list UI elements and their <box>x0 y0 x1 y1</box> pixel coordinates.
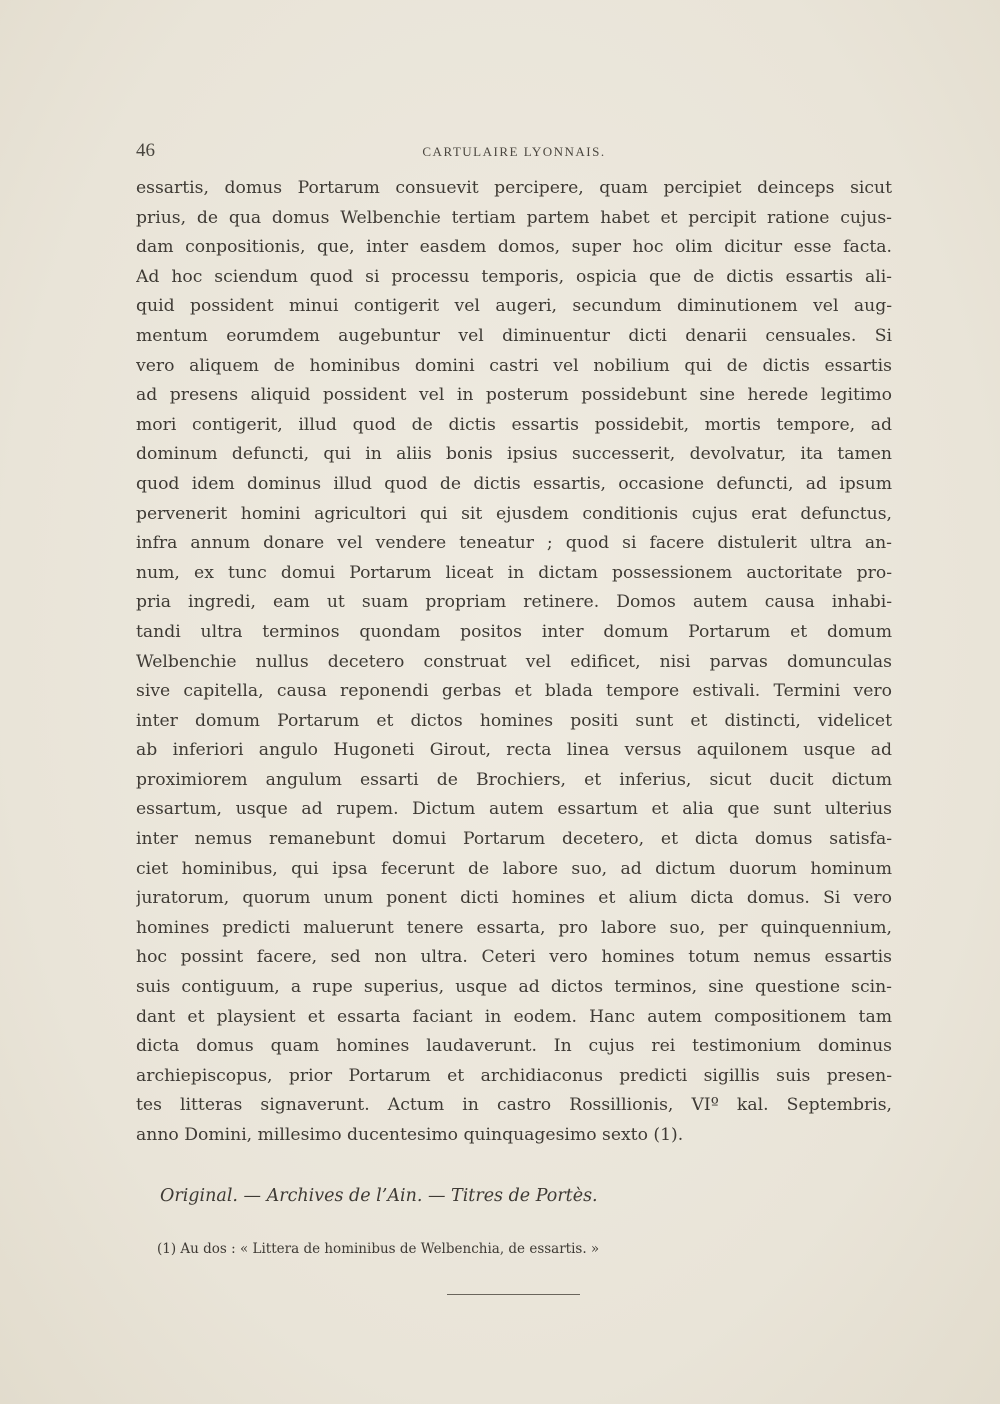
text-line: dam conpositionis, que, inter easdem domos, super hoc olim dicitur esse facta. <box>136 237 892 258</box>
text-line: juratorum, quorum unum ponent dicti homines et alium dicta domus. Si vero <box>136 888 892 909</box>
text-line: essartis, domus Portarum consuevit percipere, quam percipiet deinceps sicut <box>136 178 892 198</box>
text-line: prius, de qua domus Welbenchie tertiam partem habet et percipit ratione cujus- <box>136 207 892 228</box>
text-line: sive capitella, causa reponendi gerbas et blada tempore estivali. Termini vero <box>136 681 892 702</box>
text-line: proximiorem angulum essarti de Brochiers, et inferius, sicut ducit dictum <box>136 769 892 790</box>
text-line: inter domum Portarum et dictos homines positi sunt et distincti, videlicet <box>136 710 892 731</box>
source-note: Original. — Archives de l’Ain. — Titres de Portès. <box>160 1186 598 1206</box>
text-line: inter nemus remanebunt domui Portarum decetero, et dicta domus satisfa- <box>136 829 892 850</box>
text-line: homines predicti maluerunt tenere essarta, pro labore suo, per quinquennium, <box>136 917 892 938</box>
text-line: vero aliquem de hominibus domini castri vel nobilium qui de dictis essartis <box>136 355 892 376</box>
text-line: mentum eorumdem augebuntur vel diminuentur dicti denarii censuales. Si <box>136 325 892 346</box>
text-line: hoc possint facere, sed non ultra. Ceteri vero homines totum nemus essartis <box>136 947 892 968</box>
text-line: anno Domini, millesimo ducentesimo quinquagesimo sexto (1). <box>136 1125 684 1145</box>
text-line: mori contigerit, illud quod de dictis essartis possidebit, mortis tempore, ad <box>136 414 892 435</box>
text-line: quid possident minui contigerit vel augeri, secundum diminutionem vel aug- <box>136 296 892 317</box>
footnote: (1) Au dos : « Littera de hominibus de Welbenchia, de essartis. » <box>157 1241 600 1257</box>
end-rule <box>447 1294 580 1295</box>
page-number: 46 <box>136 140 155 161</box>
text-line: essartum, usque ad rupem. Dictum autem essartum et alia que sunt ulterius <box>136 799 892 820</box>
page-header <box>136 140 892 164</box>
text-line: suis contiguum, a rupe superius, usque ad dictos terminos, sine questione scin- <box>136 977 892 998</box>
text-line: ciet hominibus, qui ipsa fecerunt de labore suo, ad dictum duorum hominum <box>136 858 892 879</box>
text-line: Ad hoc sciendum quod si processu temporis, ospicia que de dictis essartis ali- <box>136 266 892 287</box>
text-line: infra annum donare vel vendere teneatur ; quod si facere distulerit ultra an- <box>136 533 892 554</box>
text-line: tes litteras signaverunt. Actum in castro Rossillionis, VIº kal. Septembris, <box>136 1095 892 1116</box>
text-line: quod idem dominus illud quod de dictis essartis, occasione defuncti, ad ipsum <box>136 473 892 494</box>
text-line: dant et playsient et essarta faciant in eodem. Hanc autem compositionem tam <box>136 1006 892 1027</box>
text-line: archiepiscopus, prior Portarum et archidiaconus predicti sigillis suis presen- <box>136 1065 892 1086</box>
text-line: dicta domus quam homines laudaverunt. In cujus rei testimonium dominus <box>136 1036 892 1057</box>
text-line: dominum defuncti, qui in aliis bonis ipsius successerit, devolvatur, ita tamen <box>136 444 892 465</box>
text-line: ad presens aliquid possident vel in posterum possidebunt sine herede legitimo <box>136 385 892 406</box>
running-head: CARTULAIRE LYONNAIS. <box>422 144 606 159</box>
text-line: pervenerit homini agricultori qui sit ejusdem conditionis cujus erat defunctus, <box>136 503 892 524</box>
charter-text <box>136 174 892 1151</box>
text-line: Welbenchie nullus decetero construat vel edificet, nisi parvas domunculas <box>136 651 892 672</box>
text-line: ab inferiori angulo Hugoneti Girout, recta linea versus aquilonem usque ad <box>136 740 892 761</box>
text-line: num, ex tunc domui Portarum liceat in dictam possessionem auctoritate pro- <box>136 562 892 583</box>
text-line: pria ingredi, eam ut suam propriam retinere. Domos autem causa inhabi- <box>136 592 892 613</box>
text-line: tandi ultra terminos quondam positos inter domum Portarum et domum <box>136 621 892 642</box>
